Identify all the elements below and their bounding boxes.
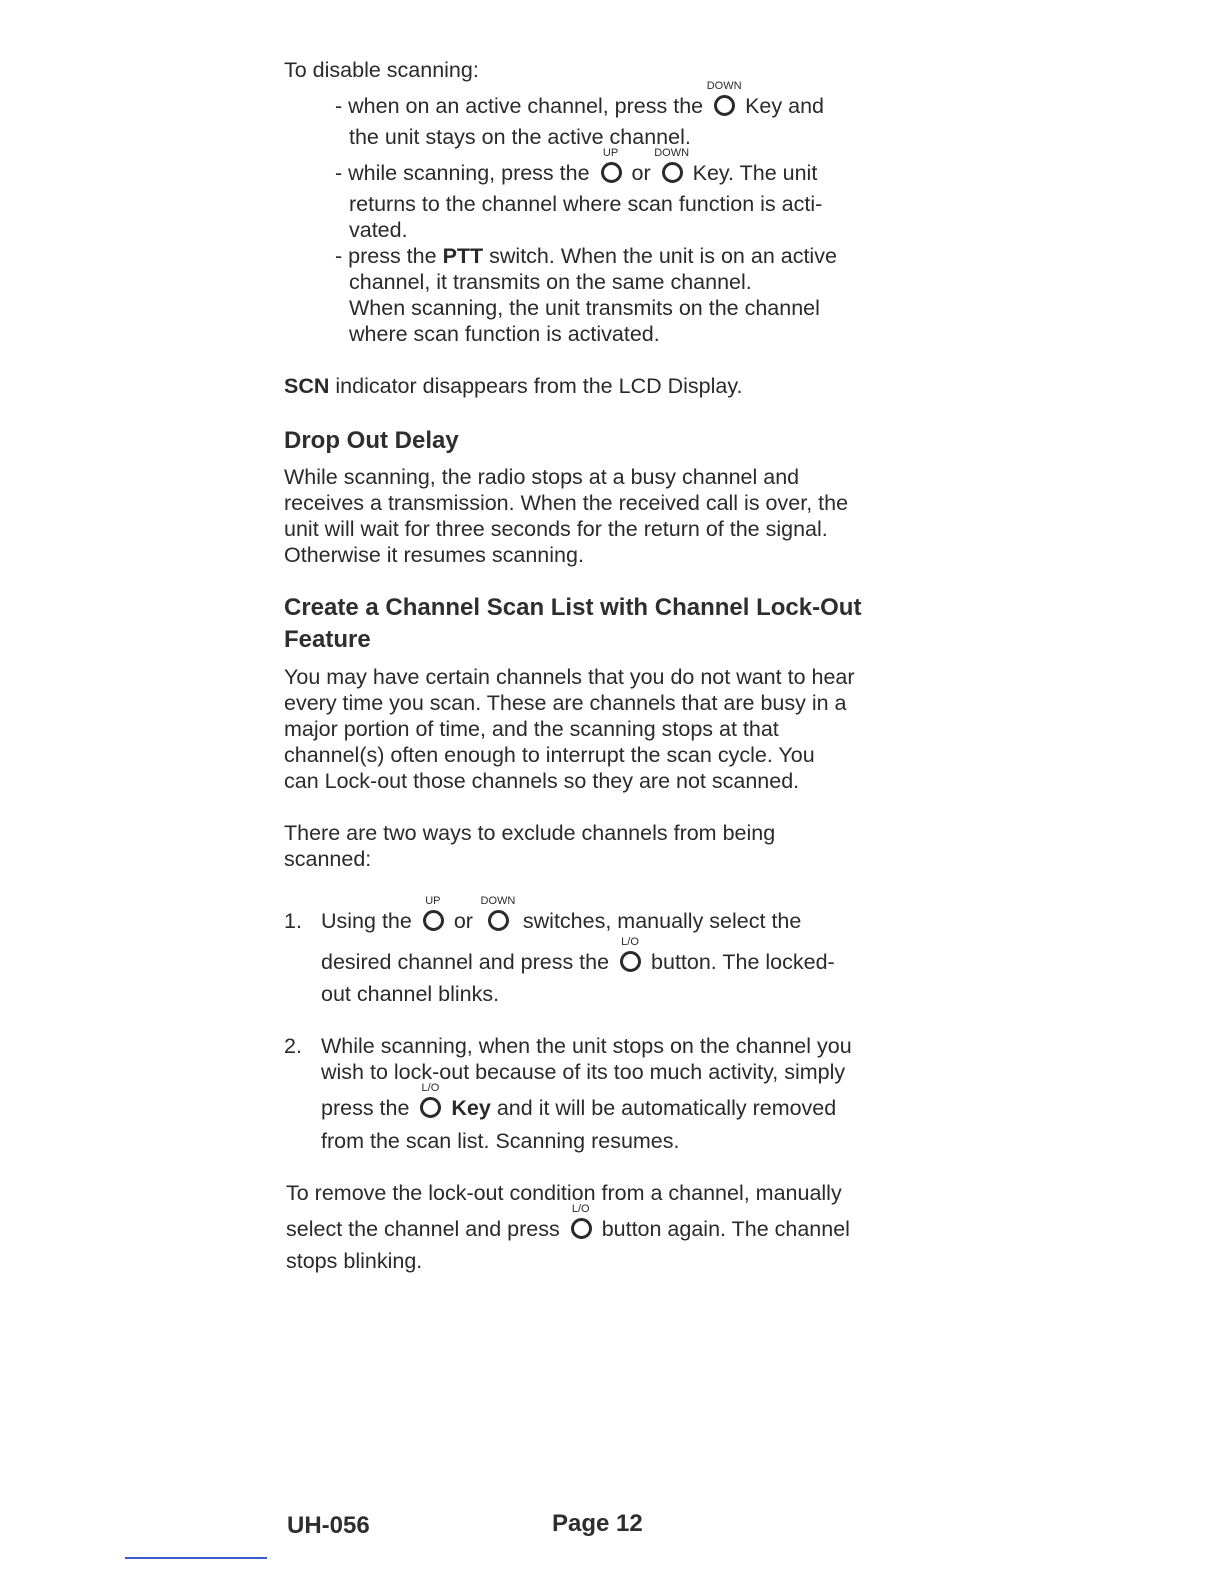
- bullet-text: - press the: [335, 244, 437, 268]
- up-key-icon: [600, 147, 622, 183]
- remove-text: button again. The channel: [601, 1217, 850, 1241]
- key-caption: L/O: [421, 1082, 440, 1094]
- disable-bullet-3-line: where scan function is activated.: [349, 322, 660, 346]
- key-caption: UP: [602, 147, 619, 159]
- scn-paragraph: [284, 373, 742, 399]
- key-caption: DOWN: [480, 895, 516, 907]
- remove-text: select the channel and press: [286, 1217, 560, 1241]
- lockout-key-icon: [419, 1082, 441, 1118]
- bullet-text: switch. When the unit is on an active: [489, 244, 837, 268]
- scn-label: SCN: [284, 374, 330, 398]
- disable-bullet-2: [335, 147, 818, 186]
- bullet-text: - when on an active channel, press the: [335, 94, 704, 118]
- step-text: and it will be automatically removed: [496, 1096, 837, 1120]
- disable-bullet-2-line: returns to the channel where scan function is acti-: [349, 192, 823, 216]
- step-text: desired channel and press the: [321, 950, 610, 974]
- ways-line: scanned:: [284, 847, 372, 871]
- step-text: press the: [321, 1096, 410, 1120]
- bullet-text: or: [631, 161, 651, 185]
- footer-divider: [125, 1557, 267, 1559]
- scan-list-heading: Create a Channel Scan List with Channel Lock-Out: [284, 594, 862, 621]
- drop-out-delay-heading: Drop Out Delay: [284, 427, 459, 454]
- disable-bullet-2-line: vated.: [349, 218, 408, 242]
- bullet-text: Key. The unit: [692, 161, 818, 185]
- create-line: You may have certain channels that you do not want to hear: [284, 665, 855, 689]
- disable-bullet-1-line: the unit stays on the active channel.: [349, 125, 691, 149]
- create-line: every time you scan. These are channels that are busy in a: [284, 691, 847, 715]
- down-key-icon: [654, 147, 690, 183]
- key-caption: DOWN: [654, 147, 690, 159]
- remove-line: [286, 1203, 850, 1242]
- scan-list-heading-line-2: Feature: [284, 626, 371, 653]
- lockout-key-icon: [619, 936, 641, 972]
- disable-bullet-3-line: channel, it transmits on the same channel.: [349, 270, 752, 294]
- drop-line: receives a transmission. When the received call is over, the: [284, 491, 849, 515]
- step-2-line: [321, 1082, 837, 1121]
- step-2-line: from the scan list. Scanning resumes.: [321, 1129, 680, 1153]
- key-caption: L/O: [571, 1203, 590, 1215]
- step-1-number: 1.: [284, 909, 302, 933]
- drop-line: While scanning, the radio stops at a busy channel and: [284, 465, 800, 489]
- create-line: channel(s) often enough to interrupt the scan cycle. You: [284, 743, 815, 767]
- disable-bullet-3-line: When scanning, the unit transmits on the channel: [349, 296, 820, 320]
- create-line: can Lock-out those channels so they are not scanned.: [284, 769, 800, 793]
- step-text: switches, manually select the: [522, 909, 802, 933]
- step-2-number: 2.: [284, 1034, 302, 1058]
- step-1-line: out channel blinks.: [321, 982, 500, 1006]
- down-key-icon: [480, 895, 516, 931]
- bullet-text: Key and: [745, 94, 824, 118]
- ptt-label: PTT: [442, 244, 484, 268]
- down-key-icon: [706, 80, 742, 116]
- step-1-line: [321, 895, 802, 934]
- up-key-icon: [422, 895, 444, 931]
- drop-line: Otherwise it resumes scanning.: [284, 543, 584, 567]
- page-number: Page 12: [552, 1510, 643, 1537]
- create-line: major portion of time, and the scanning stops at that: [284, 717, 779, 741]
- step-1-line: [321, 936, 835, 975]
- scn-text: indicator disappears from the LCD Display.: [335, 374, 743, 398]
- step-text: Using the: [321, 909, 412, 933]
- step-text: or: [453, 909, 473, 933]
- bullet-text: - while scanning, press the: [335, 161, 590, 185]
- key-caption: L/O: [621, 936, 639, 948]
- ways-line: There are two ways to exclude channels from being: [284, 821, 776, 845]
- remove-line: To remove the lock-out condition from a channel, manually: [286, 1181, 842, 1205]
- step-text: button. The locked-: [651, 950, 835, 974]
- disable-bullet-3: [335, 243, 837, 269]
- disable-intro: To disable scanning:: [284, 58, 479, 82]
- disable-bullet-1: [335, 80, 824, 119]
- remove-line: stops blinking.: [286, 1249, 423, 1273]
- key-caption: DOWN: [706, 80, 742, 92]
- key-caption: UP: [425, 895, 441, 907]
- step-2-line: wish to lock-out because of its too much activity, simply: [321, 1060, 846, 1084]
- key-label: Key: [451, 1096, 491, 1120]
- lockout-key-icon: [570, 1203, 592, 1239]
- model-number: UH-056: [287, 1512, 370, 1539]
- drop-line: unit will wait for three seconds for the return of the signal.: [284, 517, 828, 541]
- step-2-line: While scanning, when the unit stops on the channel you: [321, 1034, 852, 1058]
